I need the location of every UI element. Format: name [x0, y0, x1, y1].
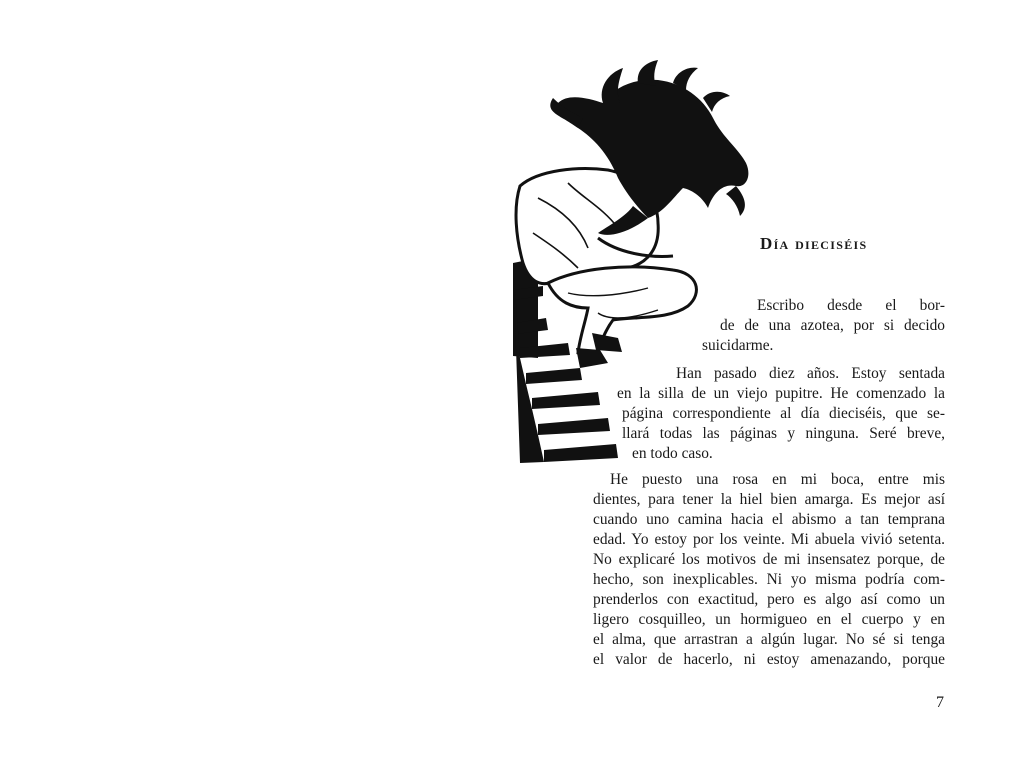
text-line: No explicaré los motivos de mi insensatez porque, de	[593, 551, 945, 568]
text-line: en todo caso.	[632, 445, 713, 462]
figure-legs-icon	[548, 267, 696, 358]
chapter-title: Día dieciséis	[760, 234, 868, 253]
text-line: en la silla de un viejo pupitre. He comenzado la	[617, 385, 945, 402]
text-line: de de una azotea, por si decido	[720, 317, 945, 334]
text-line: llará todas las páginas y ninguna. Seré breve,	[622, 425, 945, 442]
text-line: Escribo desde el bor-	[757, 297, 945, 314]
text-line: página correspondiente al día dieciséis, que se-	[622, 405, 945, 422]
text-line: el valor de hacerlo, ni estoy amenazando, porque	[593, 651, 945, 668]
shoe-icon	[576, 348, 608, 368]
text-line: dientes, para tener la hiel bien amarga. Es mejor así	[593, 491, 945, 508]
text-line: suicidarme.	[702, 337, 774, 354]
text-line: edad. Yo estoy por los veinte. Mi abuela vivió setenta.	[593, 531, 945, 548]
text-line: el alma, que arrastran a algún lugar. No sé si tenga	[593, 631, 945, 648]
text-line: cuando uno camina hacia el abismo a tan temprana	[593, 511, 945, 528]
text-line: prenderlos con exactitud, pero es algo así como un	[593, 591, 945, 608]
text-line: hecho, son inexplicables. Ni yo misma podría com-	[593, 571, 945, 588]
text-line: He puesto una rosa en mi boca, entre mis	[610, 471, 945, 488]
page-number: 7	[936, 694, 944, 711]
text-line: Han pasado diez años. Estoy sentada	[676, 365, 945, 382]
text-line: ligero cosquilleo, un hormigueo en el cuerpo y en	[593, 611, 945, 628]
